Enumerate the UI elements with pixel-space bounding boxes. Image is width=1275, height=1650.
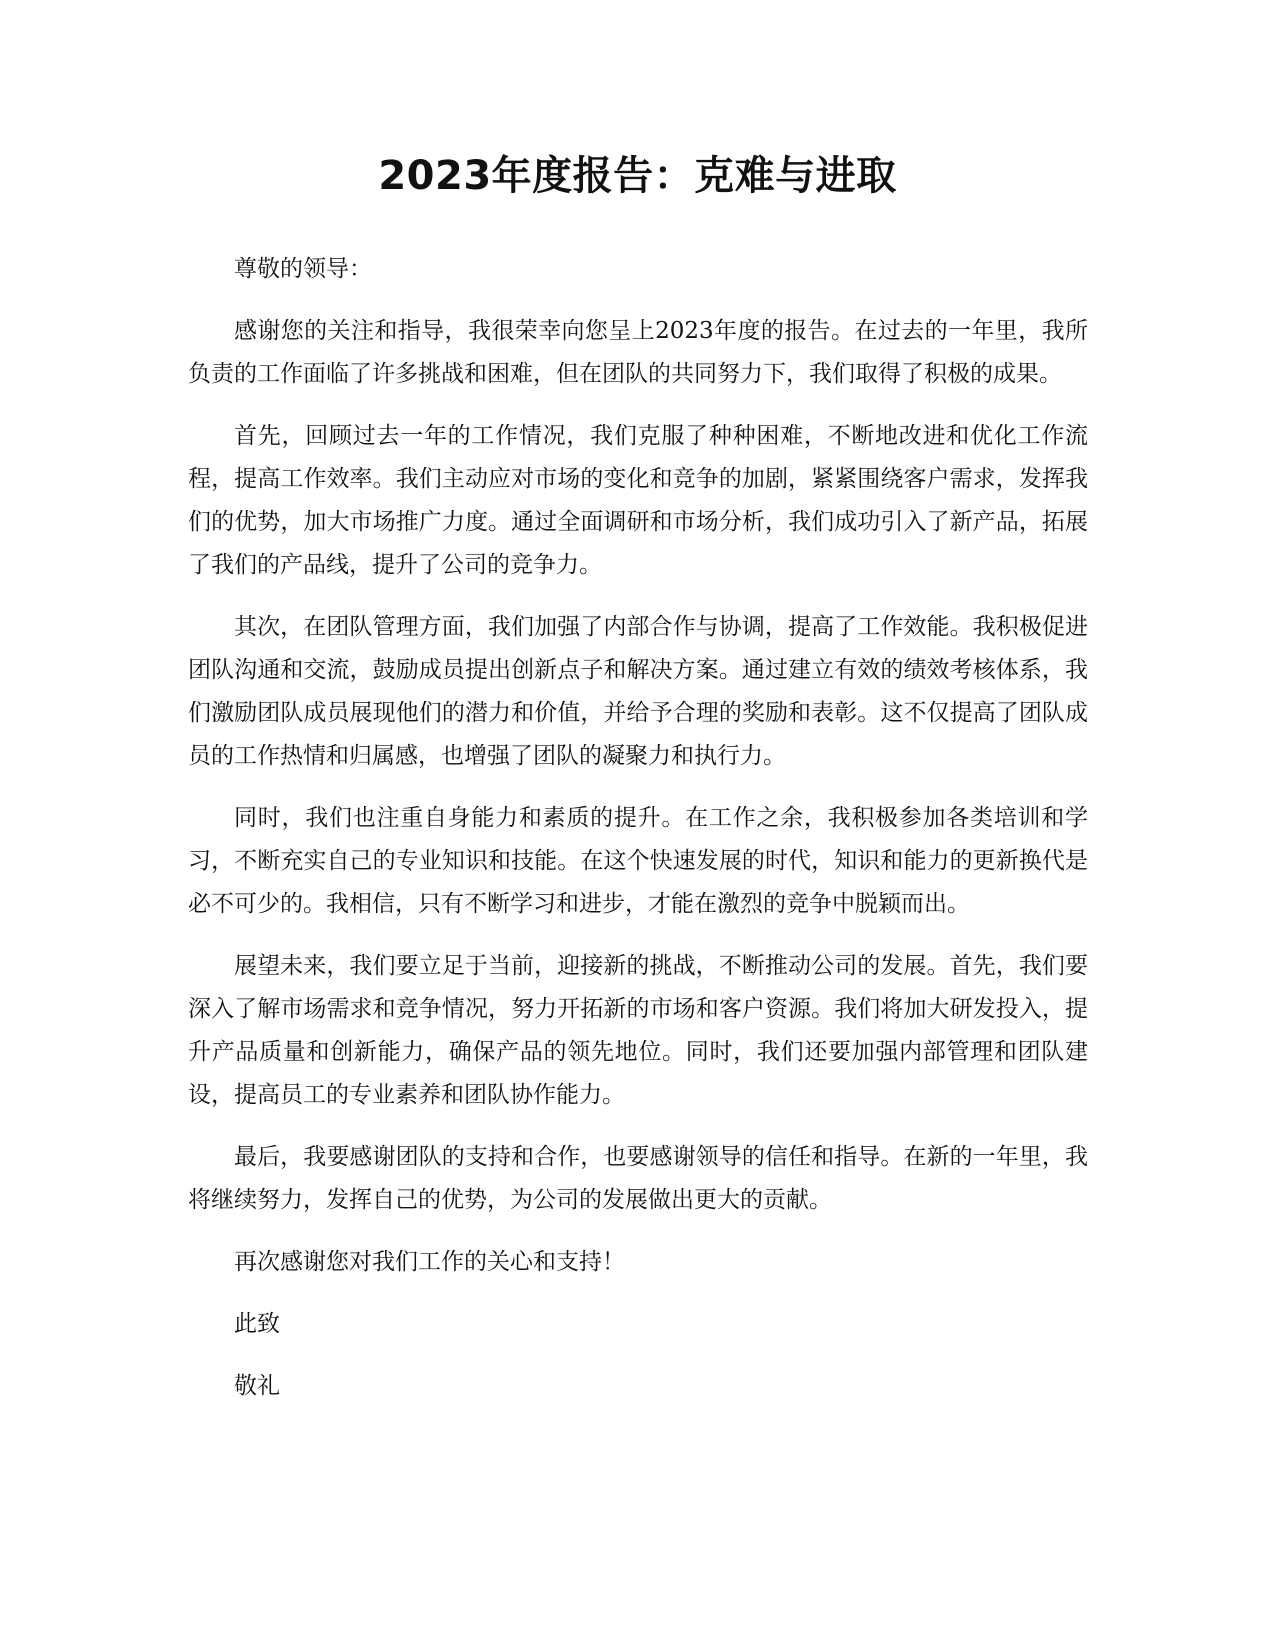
closing-line-1: 此致 bbox=[234, 1311, 280, 1337]
document-body bbox=[188, 248, 1088, 1427]
paragraph-intro: 感谢您的关注和指导，我很荣幸向您呈上2023年度的报告。在过去的一年里，我所负责的工作面临了许多挑战和困难，但在团队的共同努力下，我们取得了积极的成果。 bbox=[188, 318, 1088, 387]
paragraph-final: 最后，我要感谢团队的支持和合作，也要感谢领导的信任和指导。在新的一年里，我将继续努力，发挥自己的优势，为公司的发展做出更大的贡献。 bbox=[188, 1144, 1088, 1213]
paragraph-team: 其次，在团队管理方面，我们加强了内部合作与协调，提高了工作效能。我积极促进团队沟通和交流，鼓励成员提出创新点子和解决方案。通过建立有效的绩效考核体系，我们激励团队成员展现他们的潜力和价值，并给予合理的奖励和表彰。这不仅提高了团队成员的工作热情和归属感，也增强了团队的凝聚力和执行力。 bbox=[188, 614, 1088, 769]
paragraph-review: 首先，回顾过去一年的工作情况，我们克服了种种困难，不断地改进和优化工作流程，提高工作效率。我们主动应对市场的变化和竞争的加剧，紧紧围绕客户需求，发挥我们的优势，加大市场推广力度。通过全面调研和市场分析，我们成功引入了新产品，拓展了我们的产品线，提升了公司的竞争力。 bbox=[188, 423, 1088, 578]
paragraph-outlook: 展望未来，我们要立足于当前，迎接新的挑战，不断推动公司的发展。首先，我们要深入了解市场需求和竞争情况，努力开拓新的市场和客户资源。我们将加大研发投入，提升产品质量和创新能力，确保产品的领先地位。同时，我们还要加强内部管理和团队建设，提高员工的专业素养和团队协作能力。 bbox=[188, 953, 1088, 1108]
thanks-line: 再次感谢您对我们工作的关心和支持！ bbox=[234, 1249, 625, 1275]
paragraph-self-improvement: 同时，我们也注重自身能力和素质的提升。在工作之余，我积极参加各类培训和学习，不断充实自己的专业知识和技能。在这个快速发展的时代，知识和能力的更新换代是必不可少的。我相信，只有不断学习和进步，才能在激烈的竞争中脱颖而出。 bbox=[188, 805, 1088, 917]
closing-line-2: 敬礼 bbox=[234, 1373, 280, 1399]
document-title: 2023年度报告：克难与进取 bbox=[378, 153, 897, 199]
salutation: 尊敬的领导： bbox=[234, 256, 372, 282]
